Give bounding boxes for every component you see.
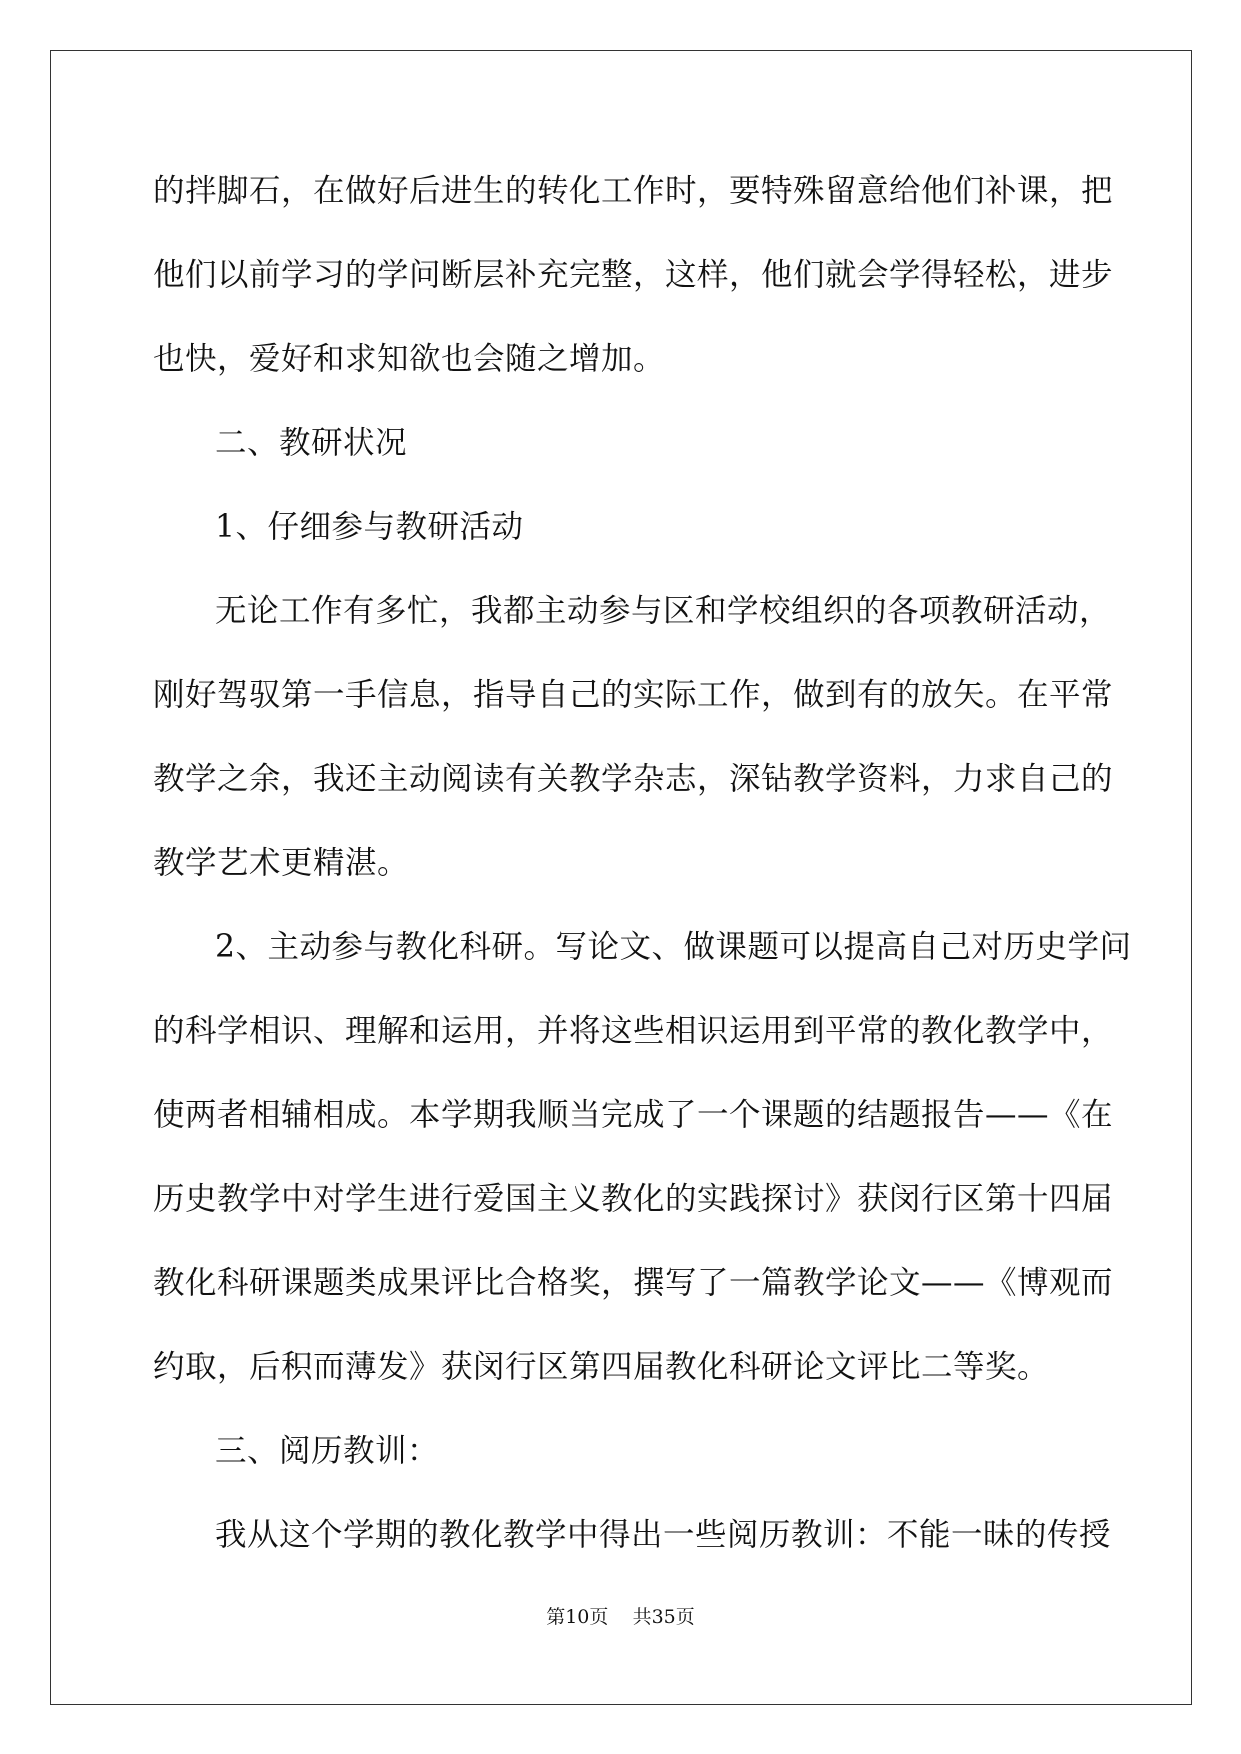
section-heading-3: 三、阅历教训：	[215, 1433, 440, 1469]
text-line-8: 教学之余，我还主动阅读有关教学杂志，深钻教学资料，力求自己的	[153, 761, 1114, 797]
text-line-13: 历史教学中对学生进行爱国主义教化的实践探讨》获闵行区第十四届	[153, 1181, 1114, 1217]
text-line-12: 使两者相辅相成。本学期我顺当完成了一个课题的结题报告——《在	[153, 1097, 1114, 1133]
text-line-9: 教学艺术更精湛。	[153, 845, 410, 881]
text-line-2: 他们以前学习的学问断层补充完整，这样，他们就会学得轻松，进步	[153, 257, 1114, 293]
page-footer	[0, 1605, 1241, 1629]
text-line-3: 也快，爱好和求知欲也会随之增加。	[153, 341, 666, 377]
text-line-6: 无论工作有多忙，我都主动参与区和学校组织的各项教研活动，	[215, 593, 1112, 629]
page-total: 共35页	[632, 1606, 695, 1628]
text-line-14: 教化科研课题类成果评比合格奖，撰写了一篇教学论文——《博观而	[153, 1265, 1114, 1301]
text-line-1: 的拌脚石，在做好后进生的转化工作时，要特殊留意给他们补课，把	[153, 173, 1114, 209]
text-line-7: 刚好驾驭第一手信息，指导自己的实际工作，做到有的放矢。在平常	[153, 677, 1114, 713]
text-line-17: 我从这个学期的教化教学中得出一些阅历教训：不能一昧的传授	[215, 1517, 1112, 1553]
section-heading-2: 二、教研状况	[215, 425, 408, 461]
subheading-1: 1、仔细参与教研活动	[215, 509, 524, 545]
text-line-10: 2、主动参与教化科研。写论文、做课题可以提高自己对历史学问	[215, 929, 1132, 965]
document-body	[153, 161, 1132, 1589]
text-line-11: 的科学相识、理解和运用，并将这些相识运用到平常的教化教学中，	[153, 1013, 1114, 1049]
text-line-15: 约取，后积而薄发》获闵行区第四届教化科研论文评比二等奖。	[153, 1349, 1050, 1385]
page-number: 第10页	[546, 1606, 609, 1628]
